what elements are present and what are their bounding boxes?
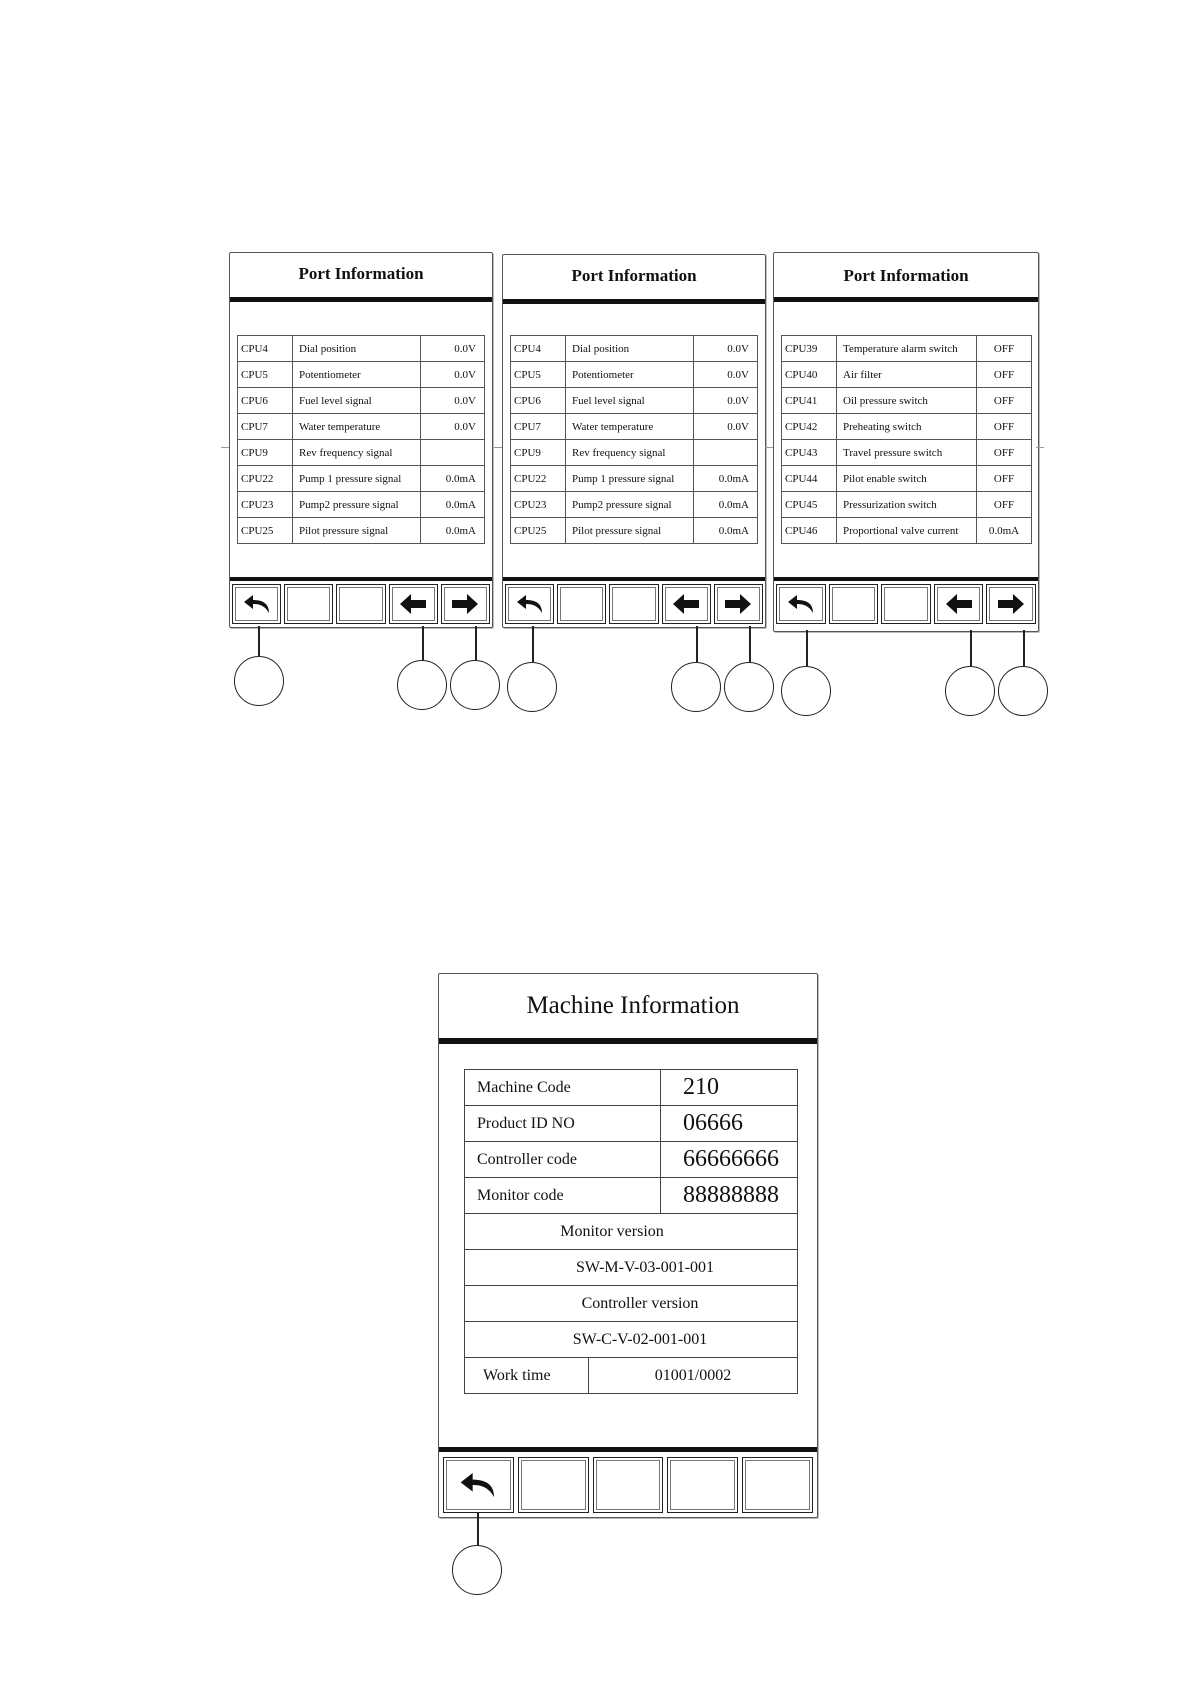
signal-name: Water temperature xyxy=(566,414,694,440)
callout-circle xyxy=(450,660,500,710)
work-time-value: 01001/0002 xyxy=(589,1358,798,1394)
right-arrow-icon xyxy=(723,592,753,616)
blank-button[interactable] xyxy=(518,1457,589,1513)
callout-circle xyxy=(781,666,831,716)
blank-button[interactable] xyxy=(742,1457,813,1513)
callout-line xyxy=(970,630,972,666)
table-row xyxy=(782,414,1032,440)
bottom-divider xyxy=(774,577,1038,581)
callout-line xyxy=(1023,630,1025,666)
back-arrow-icon xyxy=(457,1469,499,1501)
table-row xyxy=(238,414,485,440)
signal-name: Pilot enable switch xyxy=(837,466,977,492)
work-time-label: Work time xyxy=(465,1358,589,1394)
callout-line xyxy=(475,626,477,660)
back-button[interactable] xyxy=(443,1457,514,1513)
table-row xyxy=(465,1142,798,1178)
table-row xyxy=(465,1286,798,1322)
cpu-id: CPU4 xyxy=(511,336,566,362)
signal-value: OFF xyxy=(977,492,1032,518)
table-row xyxy=(511,466,758,492)
signal-name: Dial position xyxy=(566,336,694,362)
callout-line xyxy=(696,626,698,662)
signal-name: Oil pressure switch xyxy=(837,388,977,414)
signal-value: OFF xyxy=(977,440,1032,466)
table-row xyxy=(511,388,758,414)
signal-value: 0.0V xyxy=(694,388,758,414)
right-arrow-icon xyxy=(996,592,1026,616)
callout-circle xyxy=(998,666,1048,716)
cpu-id: CPU40 xyxy=(782,362,837,388)
cpu-id: CPU4 xyxy=(238,336,293,362)
screen-title: Port Information xyxy=(298,264,424,283)
cpu-id: CPU23 xyxy=(511,492,566,518)
back-arrow-icon xyxy=(242,592,272,616)
signal-name: Fuel level signal xyxy=(293,388,421,414)
callout-circle xyxy=(724,662,774,712)
blank-button[interactable] xyxy=(609,584,658,624)
back-arrow-icon xyxy=(515,592,545,616)
signal-value xyxy=(694,440,758,466)
table-row xyxy=(465,1250,798,1286)
signal-value: 0.0V xyxy=(694,414,758,440)
back-arrow-icon xyxy=(786,592,816,616)
table-row xyxy=(465,1070,798,1106)
table-row xyxy=(782,440,1032,466)
signal-value: 0.0V xyxy=(421,336,485,362)
cpu-id: CPU25 xyxy=(238,518,293,544)
monitor-version-value: SW-M-V-03-001-001 xyxy=(465,1250,798,1286)
callout-line xyxy=(532,626,534,662)
cpu-id: CPU7 xyxy=(511,414,566,440)
signal-name: Temperature alarm switch xyxy=(837,336,977,362)
title-divider xyxy=(230,297,492,302)
previous-button[interactable] xyxy=(662,584,711,624)
signal-value: 0.0V xyxy=(694,336,758,362)
bottom-divider xyxy=(230,577,492,581)
blank-button[interactable] xyxy=(829,584,879,624)
signal-value: 0.0mA xyxy=(694,466,758,492)
cpu-id: CPU6 xyxy=(511,388,566,414)
signal-value: 0.0mA xyxy=(421,466,485,492)
table-row xyxy=(238,518,485,544)
cpu-id: CPU42 xyxy=(782,414,837,440)
signal-value: 0.0V xyxy=(421,362,485,388)
back-button[interactable] xyxy=(505,584,554,624)
screen-title: Port Information xyxy=(571,266,697,285)
table-row xyxy=(238,388,485,414)
callout-line xyxy=(749,626,751,662)
table-row xyxy=(782,466,1032,492)
button-bar xyxy=(443,1457,813,1513)
table-row xyxy=(511,440,758,466)
callout-circle xyxy=(397,660,447,710)
back-button[interactable] xyxy=(232,584,281,624)
signal-value: OFF xyxy=(977,414,1032,440)
signal-name: Preheating switch xyxy=(837,414,977,440)
signal-value: 0.0V xyxy=(421,414,485,440)
table-row xyxy=(465,1322,798,1358)
callout-circle xyxy=(671,662,721,712)
controller-code-value: 66666666 xyxy=(661,1142,798,1178)
button-bar xyxy=(505,584,763,624)
button-bar xyxy=(776,584,1036,624)
table-row xyxy=(511,492,758,518)
machine-info-screen xyxy=(438,973,818,1518)
table-row xyxy=(465,1214,798,1250)
product-id-value: 06666 xyxy=(661,1106,798,1142)
table-row xyxy=(782,388,1032,414)
signal-name: Travel pressure switch xyxy=(837,440,977,466)
signal-value: 0.0mA xyxy=(694,492,758,518)
signal-name: Pump 1 pressure signal xyxy=(293,466,421,492)
cpu-id: CPU5 xyxy=(511,362,566,388)
port-table xyxy=(781,335,1032,544)
signal-name: Potentiometer xyxy=(566,362,694,388)
divider-tick xyxy=(765,447,773,448)
callout-line xyxy=(477,1512,479,1546)
callout-circle xyxy=(234,656,284,706)
monitor-code-label: Monitor code xyxy=(465,1178,661,1214)
bottom-divider xyxy=(503,577,765,581)
table-row xyxy=(238,492,485,518)
controller-version-value: SW-C-V-02-001-001 xyxy=(465,1322,798,1358)
table-row xyxy=(238,336,485,362)
cpu-id: CPU5 xyxy=(238,362,293,388)
blank-button[interactable] xyxy=(284,584,333,624)
table-row xyxy=(782,492,1032,518)
divider-tick xyxy=(221,447,229,448)
screen-title: Port Information xyxy=(843,266,969,285)
cpu-id: CPU6 xyxy=(238,388,293,414)
next-button[interactable] xyxy=(986,584,1036,624)
cpu-id: CPU45 xyxy=(782,492,837,518)
table-row xyxy=(465,1358,798,1394)
screen-title: Machine Information xyxy=(526,992,740,1019)
previous-button[interactable] xyxy=(934,584,984,624)
next-button[interactable] xyxy=(714,584,763,624)
blank-button[interactable] xyxy=(881,584,931,624)
table-row xyxy=(465,1106,798,1142)
table-row xyxy=(511,414,758,440)
signal-name: Pilot pressure signal xyxy=(293,518,421,544)
callout-line xyxy=(422,626,424,660)
product-id-label: Product ID NO xyxy=(465,1106,661,1142)
signal-name: Pressurization switch xyxy=(837,492,977,518)
signal-name: Air filter xyxy=(837,362,977,388)
blank-button[interactable] xyxy=(593,1457,664,1513)
signal-value: OFF xyxy=(977,466,1032,492)
table-row xyxy=(782,518,1032,544)
machine-code-value: 210 xyxy=(661,1070,798,1106)
cpu-id: CPU46 xyxy=(782,518,837,544)
signal-value: OFF xyxy=(977,336,1032,362)
signal-value: 0.0V xyxy=(421,388,485,414)
machine-code-label: Machine Code xyxy=(465,1070,661,1106)
port-info-screen-3 xyxy=(773,252,1039,632)
cpu-id: CPU22 xyxy=(238,466,293,492)
callout-circle xyxy=(507,662,557,712)
controller-code-label: Controller code xyxy=(465,1142,661,1178)
back-button[interactable] xyxy=(776,584,826,624)
table-row xyxy=(238,362,485,388)
cpu-id: CPU22 xyxy=(511,466,566,492)
next-button[interactable] xyxy=(441,584,490,624)
signal-value: 0.0V xyxy=(694,362,758,388)
signal-name: Fuel level signal xyxy=(566,388,694,414)
cpu-id: CPU25 xyxy=(511,518,566,544)
right-arrow-icon xyxy=(450,592,480,616)
signal-name: Proportional valve current xyxy=(837,518,977,544)
controller-version-label: Controller version xyxy=(465,1286,798,1322)
blank-button[interactable] xyxy=(336,584,385,624)
port-table xyxy=(237,335,485,544)
signal-value: OFF xyxy=(977,362,1032,388)
table-row xyxy=(238,440,485,466)
callout-line xyxy=(258,626,260,656)
table-row xyxy=(782,362,1032,388)
cpu-id: CPU9 xyxy=(511,440,566,466)
callout-circle xyxy=(452,1545,502,1595)
cpu-id: CPU39 xyxy=(782,336,837,362)
signal-value: OFF xyxy=(977,388,1032,414)
title-divider xyxy=(774,297,1038,302)
signal-name: Pilot pressure signal xyxy=(566,518,694,544)
cpu-id: CPU41 xyxy=(782,388,837,414)
table-row xyxy=(465,1178,798,1214)
bottom-divider xyxy=(439,1447,817,1452)
table-row xyxy=(238,466,485,492)
table-row xyxy=(511,518,758,544)
signal-name: Rev frequency signal xyxy=(566,440,694,466)
signal-name: Rev frequency signal xyxy=(293,440,421,466)
cpu-id: CPU44 xyxy=(782,466,837,492)
signal-name: Dial position xyxy=(293,336,421,362)
signal-value: 0.0mA xyxy=(421,492,485,518)
signal-name: Water temperature xyxy=(293,414,421,440)
divider-tick xyxy=(1036,447,1044,448)
signal-name: Potentiometer xyxy=(293,362,421,388)
port-table xyxy=(510,335,758,544)
button-bar xyxy=(232,584,490,624)
left-arrow-icon xyxy=(671,592,701,616)
title-divider xyxy=(503,299,765,304)
port-info-screen-2 xyxy=(502,254,766,628)
table-row xyxy=(511,336,758,362)
signal-name: Pump2 pressure signal xyxy=(566,492,694,518)
monitor-version-label: Monitor version xyxy=(465,1214,798,1250)
cpu-id: CPU23 xyxy=(238,492,293,518)
table-row xyxy=(782,336,1032,362)
title-divider xyxy=(439,1038,817,1044)
signal-value: 0.0mA xyxy=(694,518,758,544)
cpu-id: CPU9 xyxy=(238,440,293,466)
cpu-id: CPU43 xyxy=(782,440,837,466)
cpu-id: CPU7 xyxy=(238,414,293,440)
signal-name: Pump2 pressure signal xyxy=(293,492,421,518)
table-row xyxy=(511,362,758,388)
callout-line xyxy=(806,630,808,666)
blank-button[interactable] xyxy=(557,584,606,624)
previous-button[interactable] xyxy=(389,584,438,624)
callout-circle xyxy=(945,666,995,716)
blank-button[interactable] xyxy=(667,1457,738,1513)
monitor-code-value: 88888888 xyxy=(661,1178,798,1214)
signal-name: Pump 1 pressure signal xyxy=(566,466,694,492)
signal-value: 0.0mA xyxy=(977,518,1032,544)
left-arrow-icon xyxy=(944,592,974,616)
signal-value: 0.0mA xyxy=(421,518,485,544)
divider-tick xyxy=(494,447,502,448)
left-arrow-icon xyxy=(398,592,428,616)
signal-value xyxy=(421,440,485,466)
machine-info-table xyxy=(464,1069,798,1394)
port-info-screen-1 xyxy=(229,252,493,628)
